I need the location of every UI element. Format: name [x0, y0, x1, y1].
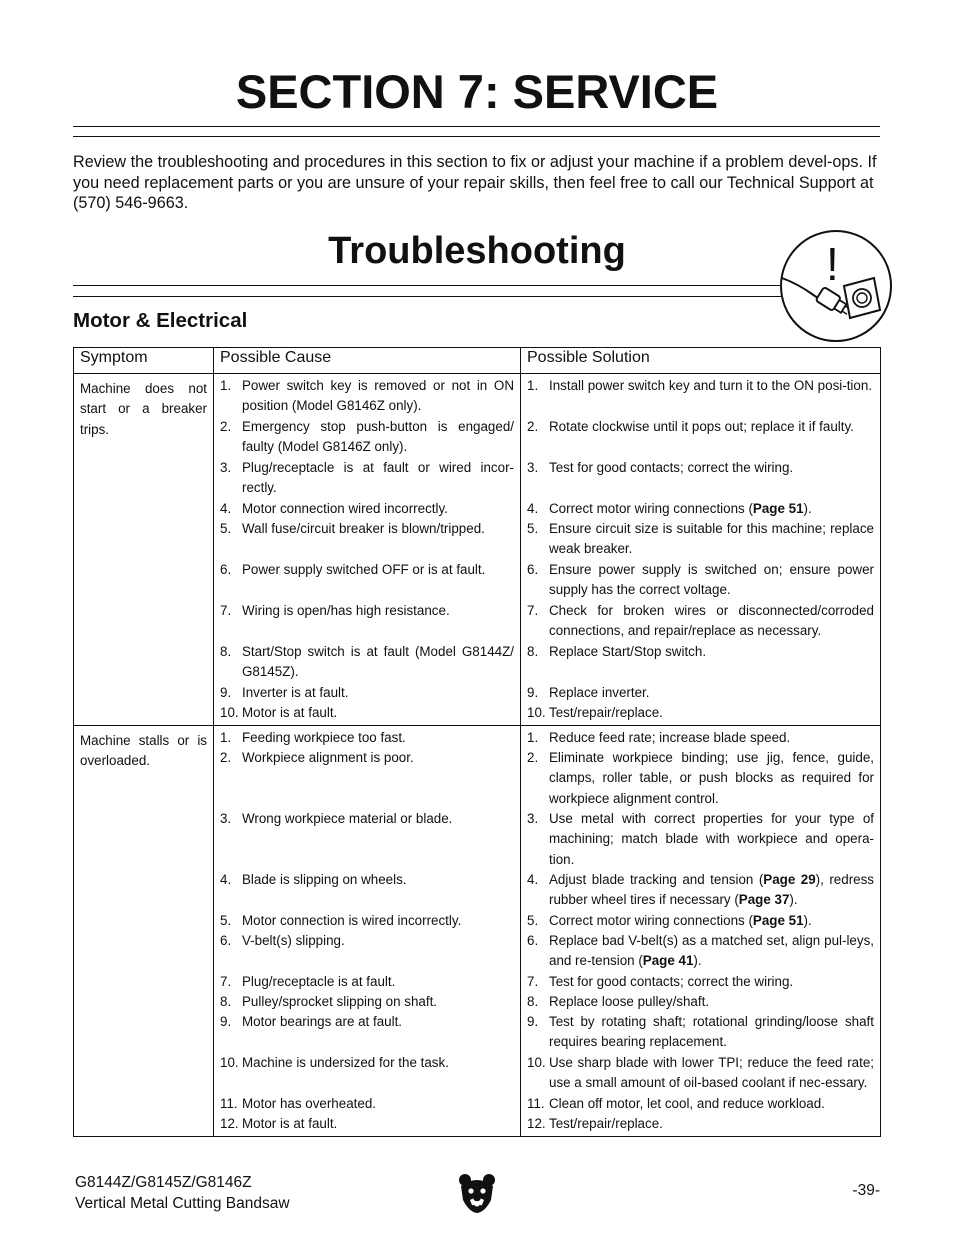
- solution-fragment: ), redress rubber wheel tires if necessary (: [549, 872, 874, 908]
- table-header-row: [74, 348, 881, 374]
- item-number: 4.: [527, 501, 539, 516]
- solution-text: Use sharp blade with lower TPI; reduce the feed rate; use a small amount of oil-based coolant if nec-essary.: [549, 1055, 874, 1091]
- bear-logo-icon: [457, 1172, 497, 1214]
- cause-item: [220, 870, 514, 911]
- table-row: [74, 726, 881, 1137]
- cause-text: Wall fuse/circuit breaker is blown/tripped.: [242, 521, 485, 536]
- item-number: 8.: [527, 994, 539, 1009]
- page-reference: Page 51: [752, 501, 804, 516]
- item-number: 6.: [220, 562, 232, 577]
- solution-text: [549, 931, 874, 972]
- symptom-cell: Machine stalls or is overloaded.: [74, 726, 214, 1137]
- solution-text: Eliminate workpiece binding; use jig, fence, guide, clamps, roller table, or push blocks as required for workpiece alignment control.: [549, 750, 874, 806]
- solution-item: [527, 519, 874, 560]
- solution-fragment: ).: [789, 892, 798, 908]
- solution-cell: [521, 726, 881, 1137]
- item-number: 9.: [220, 685, 232, 700]
- item-number: 5.: [527, 521, 539, 536]
- item-number: 11.: [220, 1096, 238, 1111]
- intro-paragraph: Review the troubleshooting and procedures in this section to fix or adjust your machine if a problem devel-ops. If you need replacement parts or you are unsure of your repair skills, then feel free to call our Technical Support at (570) 546-9663.: [73, 153, 877, 212]
- page-number: -39-: [852, 1182, 880, 1199]
- cause-item: [220, 809, 514, 870]
- solution-item: [527, 992, 874, 1012]
- item-number: 1.: [527, 730, 539, 745]
- item-number: 3.: [220, 460, 232, 475]
- item-number: 5.: [527, 913, 539, 928]
- cause-text: Pulley/sprocket slipping on shaft.: [242, 994, 438, 1009]
- item-number: 7.: [220, 974, 232, 989]
- solution-item: [527, 642, 874, 683]
- page-reference: Page 41: [642, 953, 694, 969]
- cause-item: [220, 499, 514, 519]
- solution-text: Test for good contacts; correct the wiring.: [549, 974, 794, 989]
- cause-item: [220, 972, 514, 992]
- item-number: 1.: [527, 378, 539, 393]
- cause-item: [220, 728, 514, 748]
- header-possible-cause: Possible Cause: [214, 348, 521, 374]
- cause-text: Wiring is open/has high resistance.: [242, 603, 450, 618]
- cause-text: Inverter is at fault.: [242, 685, 349, 700]
- solution-item: [527, 931, 874, 972]
- table-row: [74, 374, 881, 726]
- solution-item: [527, 703, 874, 723]
- solution-text: Test/repair/replace.: [549, 705, 663, 720]
- cause-text: Wrong workpiece material or blade.: [242, 811, 453, 826]
- item-number: 6.: [220, 933, 232, 948]
- solution-text: Use metal with correct properties for your type of machining; match blade with workpiece and opera-tion.: [549, 811, 874, 867]
- cause-item: [220, 560, 514, 601]
- solution-item: [527, 911, 874, 931]
- item-number: 4.: [527, 872, 539, 887]
- solution-item: [527, 1012, 874, 1053]
- cause-text: Machine is undersized for the task.: [242, 1055, 449, 1070]
- troubleshooting-table: [73, 347, 881, 1137]
- footer-model: G8144Z/G8145Z/G8146Z: [75, 1174, 252, 1191]
- item-number: 8.: [220, 994, 232, 1009]
- cause-text: Workpiece alignment is poor.: [242, 750, 414, 765]
- solution-fragment: ).: [803, 501, 812, 516]
- electrical-warning-icon: [778, 228, 894, 344]
- solution-fragment: ).: [803, 913, 812, 928]
- cause-item: [220, 703, 514, 723]
- item-number: 6.: [527, 562, 539, 577]
- cause-item: [220, 1094, 514, 1114]
- solution-item: [527, 499, 874, 519]
- divider: [73, 126, 880, 127]
- cause-text: V-belt(s) slipping.: [242, 933, 345, 948]
- item-number: 1.: [220, 730, 232, 745]
- cause-text: Power switch key is removed or not in ON position (Model G8146Z only).: [242, 378, 514, 414]
- item-number: 4.: [220, 872, 232, 887]
- solution-fragment: Adjust blade tracking and tension (: [549, 872, 764, 887]
- cause-item: [220, 748, 514, 809]
- cause-item: [220, 417, 514, 458]
- solution-item: [527, 376, 874, 417]
- item-number: 8.: [220, 644, 232, 659]
- page-reference: Page 29: [763, 872, 816, 887]
- cause-item: [220, 519, 514, 560]
- header-possible-solution: Possible Solution: [521, 348, 881, 374]
- troubleshooting-title: Troubleshooting: [328, 230, 626, 272]
- item-number: 2.: [220, 750, 232, 765]
- item-number: 7.: [220, 603, 232, 618]
- item-number: 11.: [527, 1096, 545, 1111]
- cause-text: Motor bearings are at fault.: [242, 1014, 403, 1029]
- cause-text: Motor is at fault.: [242, 705, 338, 720]
- solution-text: Test by rotating shaft; rotational grinding/loose shaft requires bearing replacement.: [549, 1014, 874, 1050]
- solution-text: [549, 499, 874, 519]
- solution-item: [527, 417, 874, 458]
- item-number: 7.: [527, 603, 539, 618]
- symptom-cell: Machine does not start or a breaker trips.: [74, 374, 214, 726]
- solution-item: [527, 1053, 874, 1094]
- cause-text: Emergency stop push-button is engaged/ faulty (Model G8146Z only).: [242, 419, 514, 455]
- cause-text: Plug/receptacle is at fault.: [242, 974, 396, 989]
- solution-item: [527, 683, 874, 703]
- solution-text: Clean off motor, let cool, and reduce workload.: [549, 1096, 825, 1111]
- footer-product: Vertical Metal Cutting Bandsaw: [75, 1195, 290, 1212]
- solution-fragment: Correct motor wiring connections (: [549, 501, 753, 516]
- solution-item: [527, 601, 874, 642]
- solution-text: Test for good contacts; correct the wiring.: [549, 460, 794, 475]
- subsection-title: Motor & Electrical: [73, 309, 248, 332]
- solution-text: Replace loose pulley/shaft.: [549, 994, 710, 1009]
- divider: [73, 136, 880, 137]
- item-number: 2.: [527, 419, 539, 434]
- cause-item: [220, 1012, 514, 1053]
- cause-item: [220, 1053, 514, 1094]
- cause-text: Motor is at fault.: [242, 1116, 338, 1131]
- item-number: 12.: [527, 1116, 546, 1131]
- item-number: 9.: [527, 685, 539, 700]
- cause-item: [220, 458, 514, 499]
- item-number: 5.: [220, 521, 232, 536]
- header-symptom: Symptom: [74, 348, 214, 374]
- cause-text: Motor has overheated.: [242, 1096, 376, 1111]
- solution-text: Check for broken wires or disconnected/corroded connections, and repair/replace as necessary.: [549, 603, 874, 639]
- item-number: 10.: [220, 705, 239, 720]
- page-reference: Page 51: [752, 913, 804, 928]
- solution-item: [527, 728, 874, 748]
- solution-text: Replace Start/Stop switch.: [549, 644, 707, 659]
- page-reference: Page 37: [738, 892, 790, 908]
- divider: [73, 296, 785, 297]
- svg-text:!: !: [826, 238, 839, 290]
- item-number: 7.: [527, 974, 539, 989]
- solution-text: [549, 870, 874, 911]
- solution-text: Ensure power supply is switched on; ensure power supply has the correct voltage.: [549, 562, 874, 598]
- item-number: 6.: [527, 933, 539, 948]
- solution-item: [527, 560, 874, 601]
- cause-text: Power supply switched OFF or is at fault.: [242, 562, 486, 577]
- solution-text: Install power switch key and turn it to the ON posi-tion.: [549, 378, 873, 393]
- cause-text: Start/Stop switch is at fault (Model G8144Z/ G8145Z).: [242, 644, 514, 680]
- section-title: SECTION 7: SERVICE: [235, 65, 719, 118]
- item-number: 12.: [220, 1116, 239, 1131]
- solution-item: [527, 748, 874, 809]
- item-number: 10.: [527, 1055, 546, 1070]
- item-number: 9.: [527, 1014, 539, 1029]
- solution-text: [549, 911, 874, 931]
- solution-fragment: ).: [693, 953, 702, 969]
- cause-cell: [214, 374, 521, 726]
- item-number: 10.: [527, 705, 546, 720]
- cause-text: Blade is slipping on wheels.: [242, 872, 407, 887]
- cause-text: Feeding workpiece too fast.: [242, 730, 406, 745]
- divider: [73, 285, 785, 286]
- cause-item: [220, 992, 514, 1012]
- item-number: 2.: [220, 419, 232, 434]
- cause-text: Motor connection wired incorrectly.: [242, 501, 448, 516]
- item-number: 5.: [220, 913, 232, 928]
- cause-item: [220, 1114, 514, 1134]
- item-number: 3.: [527, 460, 539, 475]
- solution-text: Replace inverter.: [549, 685, 650, 700]
- cause-cell: [214, 726, 521, 1137]
- footer-model-info: [75, 1172, 290, 1214]
- solution-text: Ensure circuit size is suitable for this machine; replace weak breaker.: [549, 521, 874, 557]
- cause-text: Plug/receptacle is at fault or wired incor-rectly.: [242, 460, 514, 496]
- solution-item: [527, 870, 874, 911]
- cause-text: Motor connection is wired incorrectly.: [242, 913, 462, 928]
- cause-item: [220, 683, 514, 703]
- item-number: 1.: [220, 378, 232, 393]
- solution-cell: [521, 374, 881, 726]
- solution-item: [527, 972, 874, 992]
- solution-item: [527, 458, 874, 499]
- cause-item: [220, 376, 514, 417]
- solution-fragment: Replace bad V-belt(s) as a matched set, align pul-leys, and re-tension (: [549, 933, 874, 969]
- solution-text: Rotate clockwise until it pops out; replace it if faulty.: [549, 419, 854, 434]
- item-number: 8.: [527, 644, 539, 659]
- item-number: 10.: [220, 1055, 239, 1070]
- cause-item: [220, 601, 514, 642]
- solution-item: [527, 1114, 874, 1134]
- solution-fragment: Correct motor wiring connections (: [549, 913, 753, 928]
- item-number: 2.: [527, 750, 539, 765]
- item-number: 9.: [220, 1014, 232, 1029]
- cause-item: [220, 911, 514, 931]
- cause-item: [220, 642, 514, 683]
- cause-item: [220, 931, 514, 972]
- item-number: 3.: [220, 811, 232, 826]
- item-number: 3.: [527, 811, 539, 826]
- item-number: 4.: [220, 501, 232, 516]
- solution-item: [527, 1094, 874, 1114]
- solution-text: Reduce feed rate; increase blade speed.: [549, 730, 791, 745]
- solution-text: Test/repair/replace.: [549, 1116, 663, 1131]
- solution-item: [527, 809, 874, 870]
